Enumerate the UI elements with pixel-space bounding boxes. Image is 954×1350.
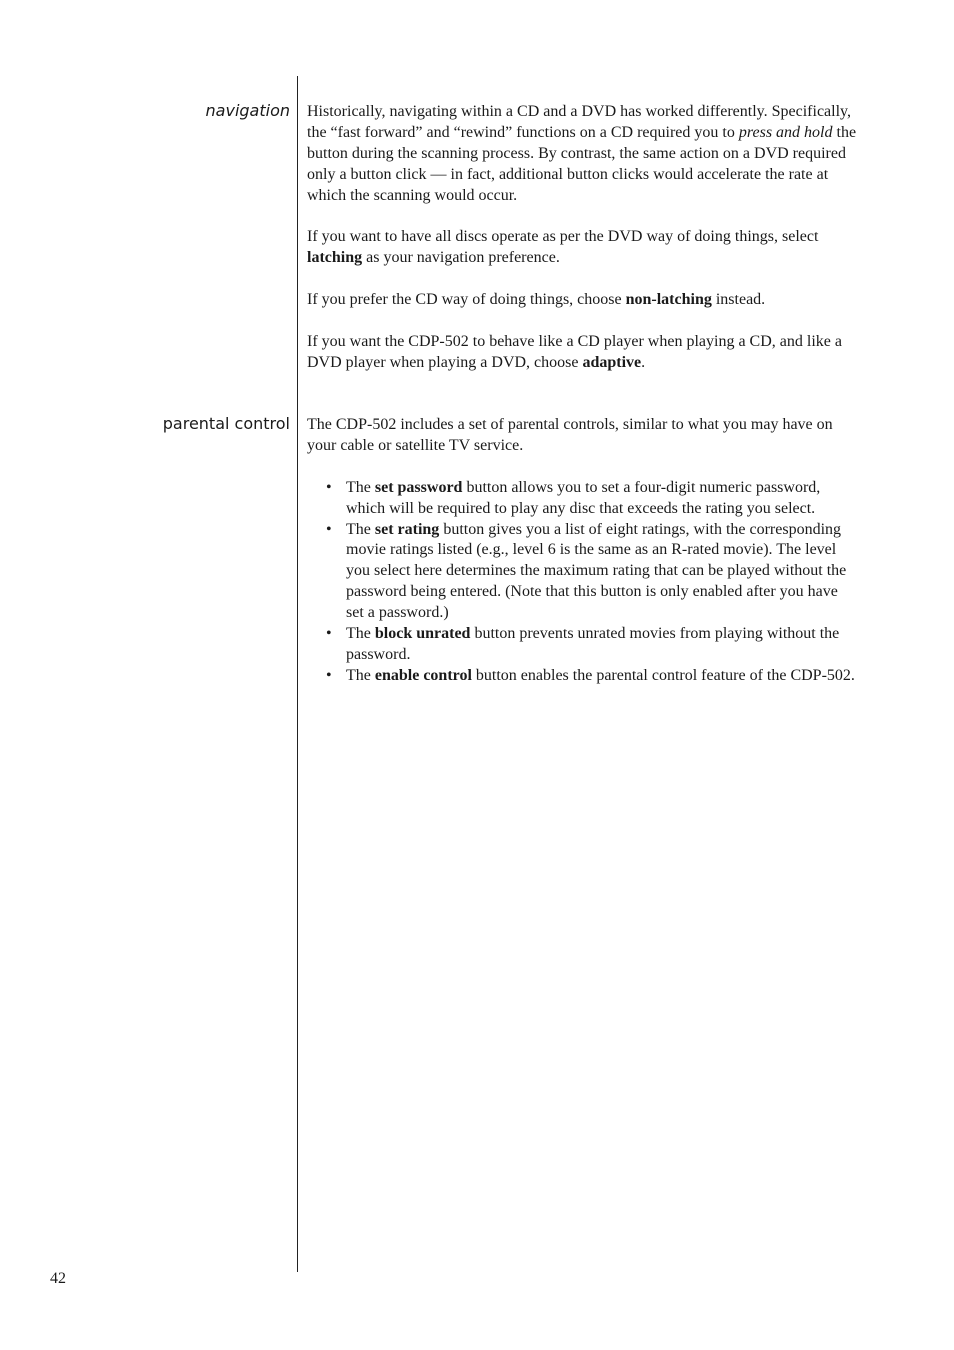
text-run: . — [641, 353, 646, 371]
text-run: the button during the scanning process. By contrast, the same action on a DVD required only a button click — in fact, additional button clicks would accelerate the rate at which the scanning would occur. — [307, 123, 857, 204]
bullet-icon: • — [326, 625, 332, 643]
navigation-paragraph-2 — [307, 227, 859, 269]
term-latching: latching — [307, 249, 363, 267]
text-run: If you prefer the CD way of doing things, choose — [307, 291, 626, 309]
term-block-unrated: block unrated — [374, 625, 471, 643]
text-run: button allows you to set a four-digit numeric password, which will be required to play any disc that exceeds the rating you select. — [346, 478, 821, 517]
term-adaptive: adaptive — [582, 353, 642, 371]
text-run: The — [346, 520, 375, 538]
text-run: Historically, navigating within a CD and a DVD has worked differently. Specifically, the “fast forward” and “rewind” functions on a CD required you to — [307, 103, 852, 141]
list-item — [307, 666, 859, 687]
page-number: 42 — [50, 1270, 66, 1287]
text-run: button prevents unrated movies from playing without the password. — [346, 625, 840, 663]
term-non-latching: non-latching — [625, 291, 712, 309]
parental-intro: The CDP-502 includes a set of parental controls, similar to what you may have on your cable or satellite TV service. — [307, 416, 833, 454]
list-item — [307, 478, 859, 520]
parental-control-section — [307, 415, 859, 687]
text-run: as your navigation preference. — [362, 249, 560, 267]
text-run: The — [346, 478, 375, 496]
text-run: If you want the CDP-502 to behave like a CD player when playing a CD, and like a DVD player when playing a DVD, choose — [307, 332, 842, 371]
text-run: If you want to have all discs operate as per the DVD way of doing things, select — [307, 228, 819, 246]
navigation-paragraph-3 — [307, 290, 859, 311]
term-set-rating: set rating — [374, 520, 440, 538]
parental-bullet-list — [307, 478, 859, 687]
text-run: The — [346, 625, 375, 643]
bullet-icon: • — [326, 666, 332, 684]
bullet-icon: • — [326, 478, 332, 496]
text-run: button gives you a list of eight ratings, with the corresponding movie ratings listed (e.g., level 6 is the same as an R-rated movie). The level you select here determines the maximum rating that can be played without the password being entered. (Note that this button is only enabled after you have set a password.) — [346, 520, 847, 622]
list-item — [307, 624, 859, 666]
bullet-icon: • — [326, 520, 332, 538]
section-heading-parental-control: parental control — [162, 414, 290, 433]
text-run: button enables the parental control feature of the CDP-502. — [471, 666, 855, 684]
section-heading-navigation: navigation — [205, 101, 290, 120]
navigation-section — [307, 102, 859, 395]
vertical-rule — [297, 76, 298, 1272]
term-set-password: set password — [374, 478, 463, 496]
emphasis-press-and-hold: press and hold — [738, 123, 833, 141]
navigation-paragraph-1 — [307, 102, 859, 207]
text-run: instead. — [711, 291, 766, 309]
list-item — [307, 520, 859, 625]
term-enable-control: enable control — [374, 666, 472, 684]
navigation-paragraph-4 — [307, 332, 859, 374]
text-run: The — [346, 666, 375, 684]
